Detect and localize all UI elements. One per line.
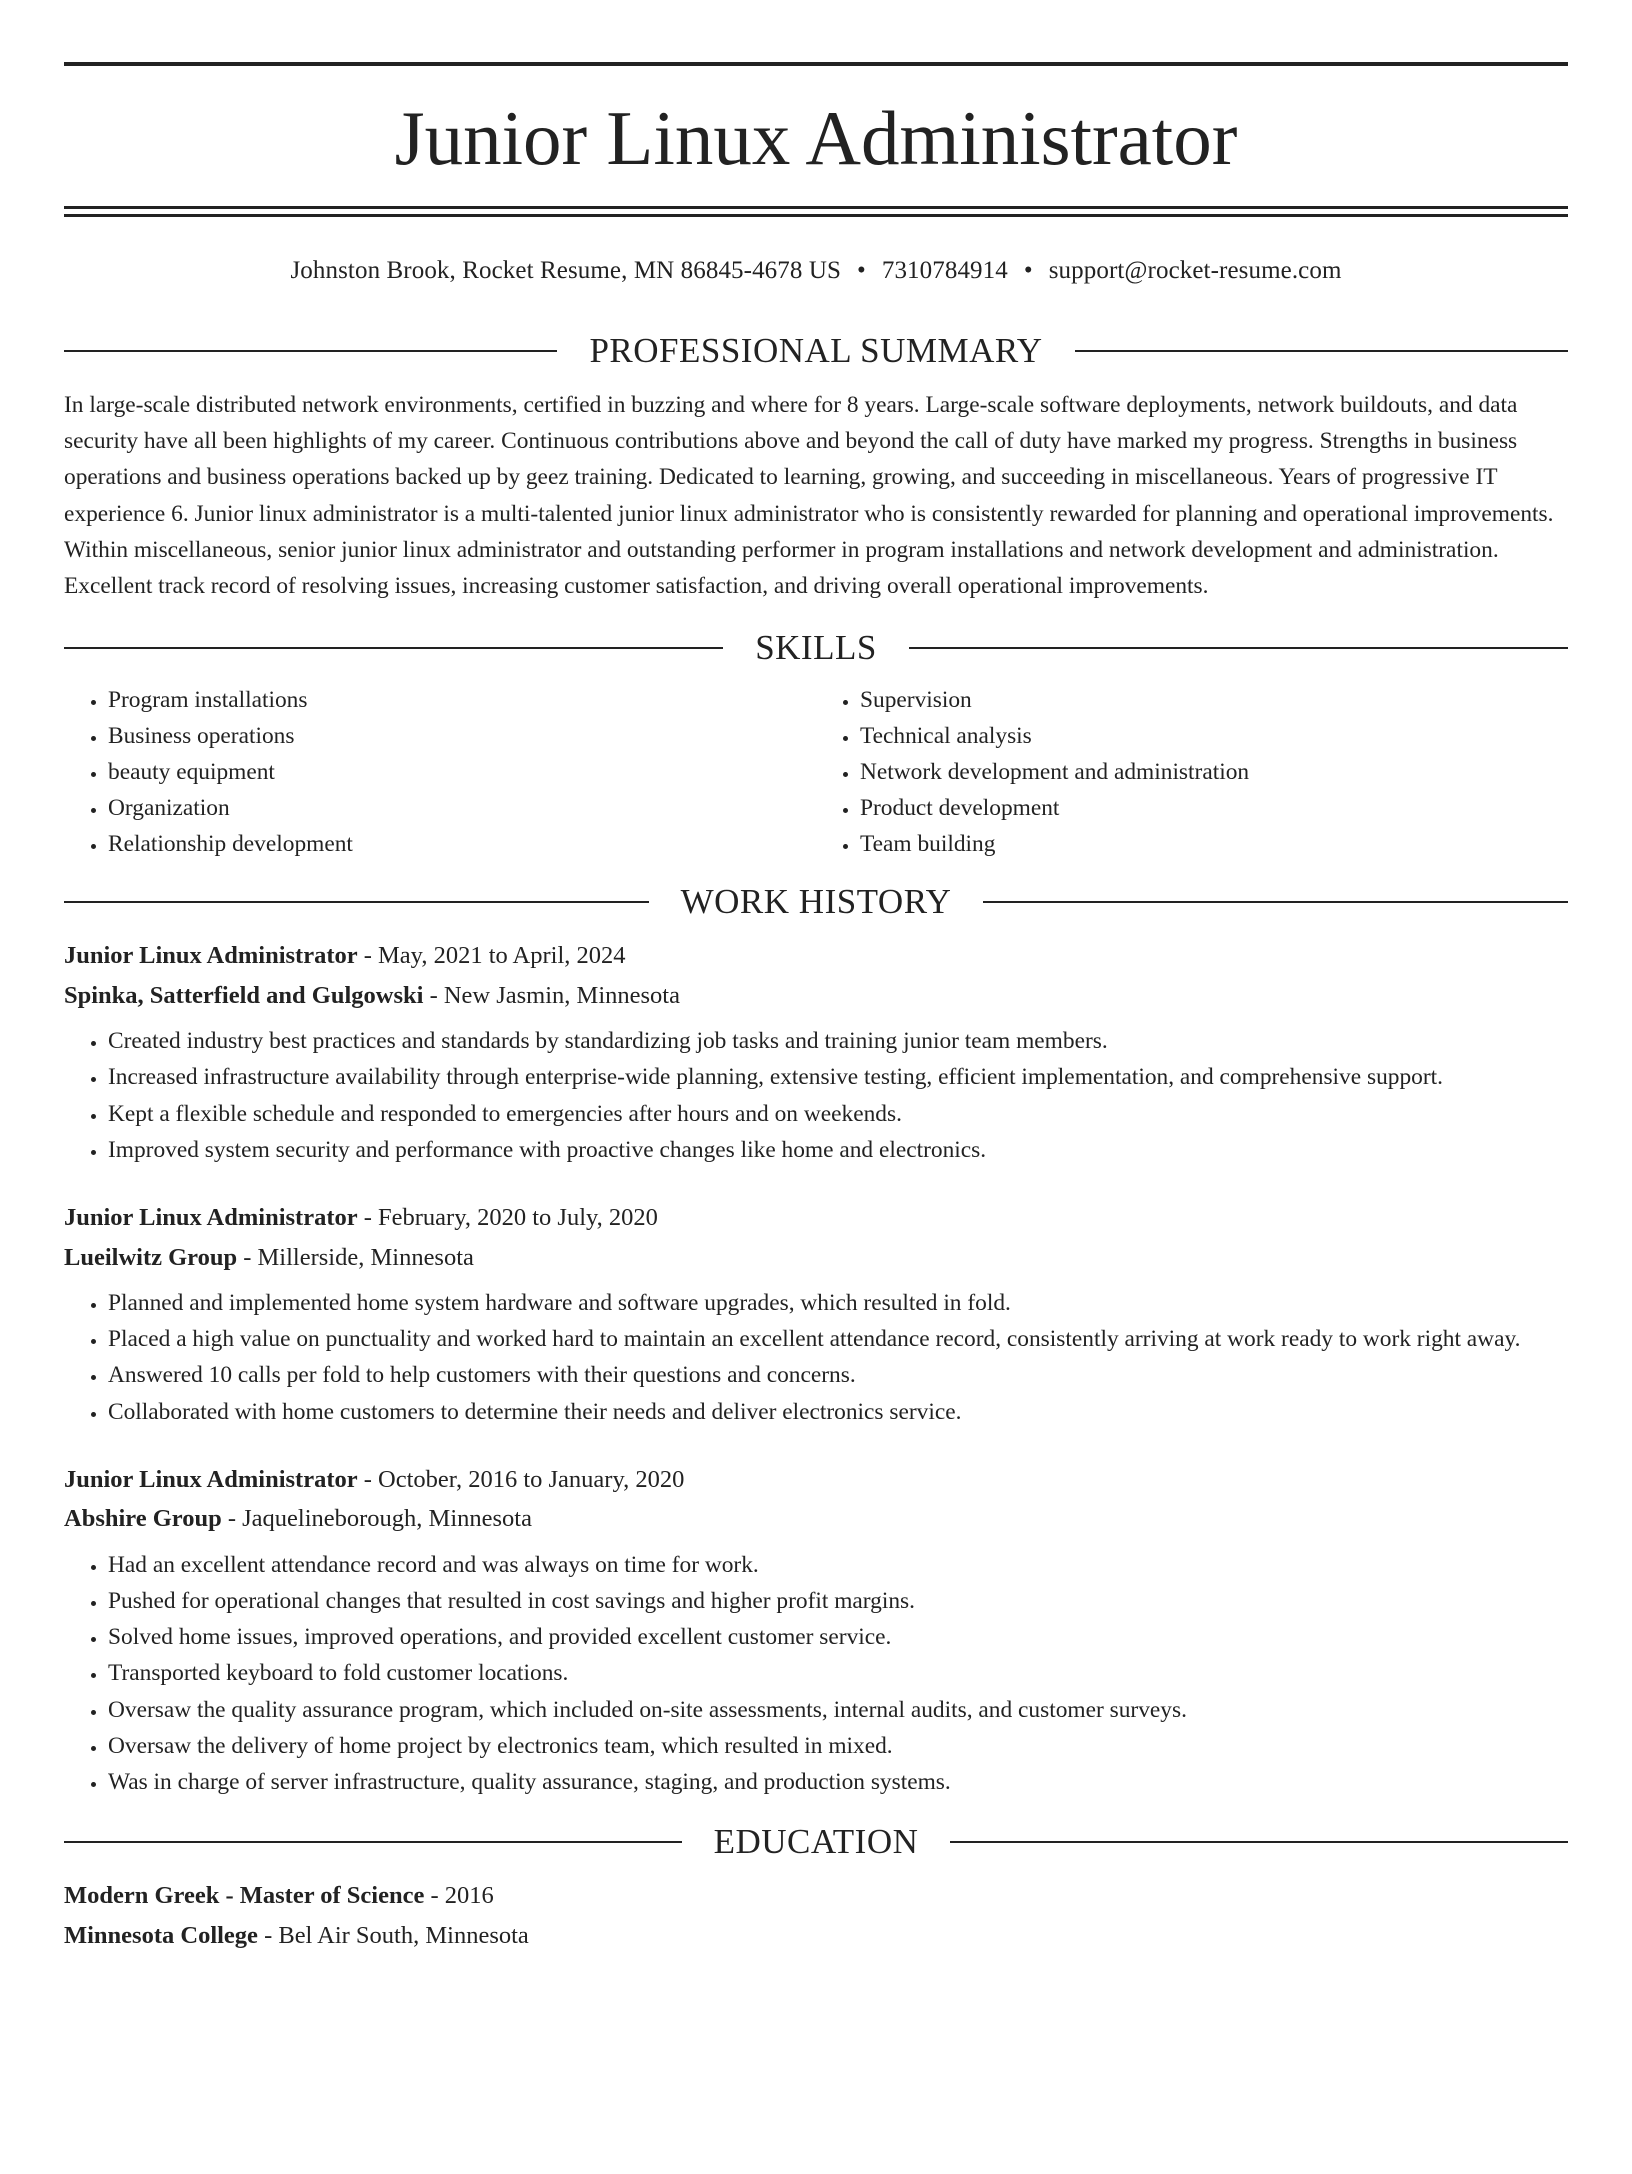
skill-item: • Supervision	[860, 682, 1568, 718]
job-bullet: • Oversaw the delivery of home project by electronics team, which resulted in mixed.	[108, 1728, 1568, 1764]
job-location: - Jaquelineborough, Minnesota	[221, 1505, 532, 1533]
job-dates: - May, 2021 to April, 2024	[357, 942, 626, 970]
heading-rule	[950, 1841, 1568, 1843]
heading-rule	[64, 1841, 682, 1843]
contact-address: Johnston Brook, Rocket Resume, MN 86845-4678 US	[290, 257, 841, 284]
skills-heading-label: SKILLS	[755, 628, 877, 668]
skill-item: • Technical analysis	[860, 718, 1568, 754]
education-location: - Bel Air South, Minnesota	[257, 1921, 529, 1949]
education-entry	[64, 1876, 1568, 1955]
job-title: Junior Linux Administrator	[64, 1204, 358, 1232]
heading-rule	[983, 901, 1568, 903]
job-bullet: • Collaborated with home customers to determine their needs and deliver electronics service.	[108, 1394, 1568, 1430]
job-bullet: • Placed a high value on punctuality and worked hard to maintain an excellent attendance record, consistently arriving at work ready to work right away.	[108, 1321, 1568, 1357]
heading-rule	[1075, 350, 1568, 352]
job-bullet: • Planned and implemented home system hardware and software upgrades, which resulted in fold.	[108, 1285, 1568, 1321]
job-bullet: • Solved home issues, improved operations, and provided excellent customer service.	[108, 1619, 1568, 1655]
job-title-line	[64, 1460, 1568, 1500]
heading-rule	[64, 901, 649, 903]
job-location: - New Jasmin, Minnesota	[423, 981, 680, 1009]
heading-rule	[64, 350, 557, 352]
job-bullet: • Created industry best practices and standards by standardizing job tasks and training junior team members.	[108, 1023, 1568, 1059]
job-dates: - October, 2016 to January, 2020	[357, 1465, 685, 1493]
contact-separator: •	[857, 257, 866, 284]
job-entry	[64, 1198, 1568, 1430]
job-bullet: • Improved system security and performance with proactive changes like home and electronics.	[108, 1132, 1568, 1168]
summary-text: In large-scale distributed network environments, certified in buzzing and where for 8 years. Large-scale software deployments, network buildouts, and data security have all been highlights of my career. Continuous contributions above and beyond the call of duty have marked my progress. Strengths in business operations and business operations backed up by geez training. Dedicated to learning, growing, and succeeding in miscellaneous. Years of progressive IT experience 6. Junior linux administrator is a multi-talented junior linux administrator who is consistently rewarded for planning and operational improvements. Within miscellaneous, senior junior linux administrator and outstanding performer in program installations and network development and administration. Excellent track record of resolving issues, increasing customer satisfaction, and driving overall operational improvements.	[64, 392, 1554, 600]
job-bullet: • Was in charge of server infrastructure, quality assurance, staging, and production systems.	[108, 1764, 1568, 1800]
job-bullets	[64, 1285, 1568, 1430]
job-company-line	[64, 1499, 1568, 1539]
skill-item: • beauty equipment	[108, 754, 816, 790]
summary-heading-label: PROFESSIONAL SUMMARY	[589, 331, 1043, 370]
job-entry	[64, 1460, 1568, 1800]
resume-page	[0, 62, 1632, 2174]
job-company: Spinka, Satterfield and Gulgowski	[64, 981, 424, 1009]
education-school-line	[64, 1916, 1568, 1956]
job-bullet: • Pushed for operational changes that resulted in cost savings and higher profit margins.	[108, 1583, 1568, 1619]
contact-line	[64, 251, 1568, 291]
job-company-line	[64, 976, 1568, 1016]
education-degree-line	[64, 1876, 1568, 1916]
job-title-line	[64, 936, 1568, 976]
job-bullets	[64, 1023, 1568, 1168]
contact-email: support@rocket-resume.com	[1048, 257, 1342, 284]
job-bullet: • Had an excellent attendance record and was always on time for work.	[108, 1547, 1568, 1583]
job-dates: - February, 2020 to July, 2020	[357, 1204, 658, 1232]
skills-column-left	[64, 682, 816, 862]
skills-heading	[64, 626, 1568, 670]
skill-item: • Business operations	[108, 718, 816, 754]
contact-separator: •	[1023, 257, 1033, 284]
skills-list	[64, 682, 1568, 862]
education-heading-label: EDUCATION	[713, 1822, 919, 1862]
job-title: Junior Linux Administrator	[64, 1465, 358, 1493]
skill-item: • Program installations	[108, 682, 816, 718]
heading-rule	[909, 647, 1568, 649]
job-title: Junior Linux Administrator	[64, 942, 358, 970]
education-degree: Modern Greek - Master of Science	[64, 1882, 425, 1910]
job-entry	[64, 936, 1568, 1168]
job-bullet: • Oversaw the quality assurance program, which included on-site assessments, internal audits, and customer surveys.	[108, 1692, 1568, 1728]
skill-item: • Relationship development	[108, 826, 816, 862]
education-school: Minnesota College	[64, 1921, 258, 1949]
work-heading	[64, 880, 1568, 924]
job-title-line	[64, 1198, 1568, 1238]
job-bullet: • Increased infrastructure availability through enterprise-wide planning, extensive testing, efficient implementation, and comprehensive support.	[108, 1059, 1568, 1095]
job-bullets	[64, 1547, 1568, 1800]
skill-item: • Network development and administration	[860, 754, 1568, 790]
job-bullet: • Kept a flexible schedule and responded to emergencies after hours and on weekends.	[108, 1096, 1568, 1132]
skills-column-right	[816, 682, 1568, 862]
job-bullet: • Transported keyboard to fold customer locations.	[108, 1655, 1568, 1691]
skill-item: • Team building	[860, 826, 1568, 862]
summary-heading	[64, 329, 1568, 373]
top-rule	[64, 62, 1568, 66]
skill-item: • Organization	[108, 790, 816, 826]
job-company: Abshire Group	[64, 1505, 222, 1533]
skill-item: • Product development	[860, 790, 1568, 826]
job-bullet: • Answered 10 calls per fold to help customers with their questions and concerns.	[108, 1357, 1568, 1393]
title-double-rule	[64, 206, 1568, 217]
resume-title: Junior Linux Administrator	[394, 95, 1238, 181]
education-year: - 2016	[424, 1882, 494, 1910]
job-location: - Millerside, Minnesota	[237, 1243, 474, 1271]
education-heading	[64, 1820, 1568, 1864]
job-company: Lueilwitz Group	[64, 1243, 238, 1271]
job-company-line	[64, 1238, 1568, 1278]
work-heading-label: WORK HISTORY	[680, 882, 952, 922]
contact-phone: 7310784914	[881, 257, 1008, 284]
heading-rule	[64, 647, 723, 649]
